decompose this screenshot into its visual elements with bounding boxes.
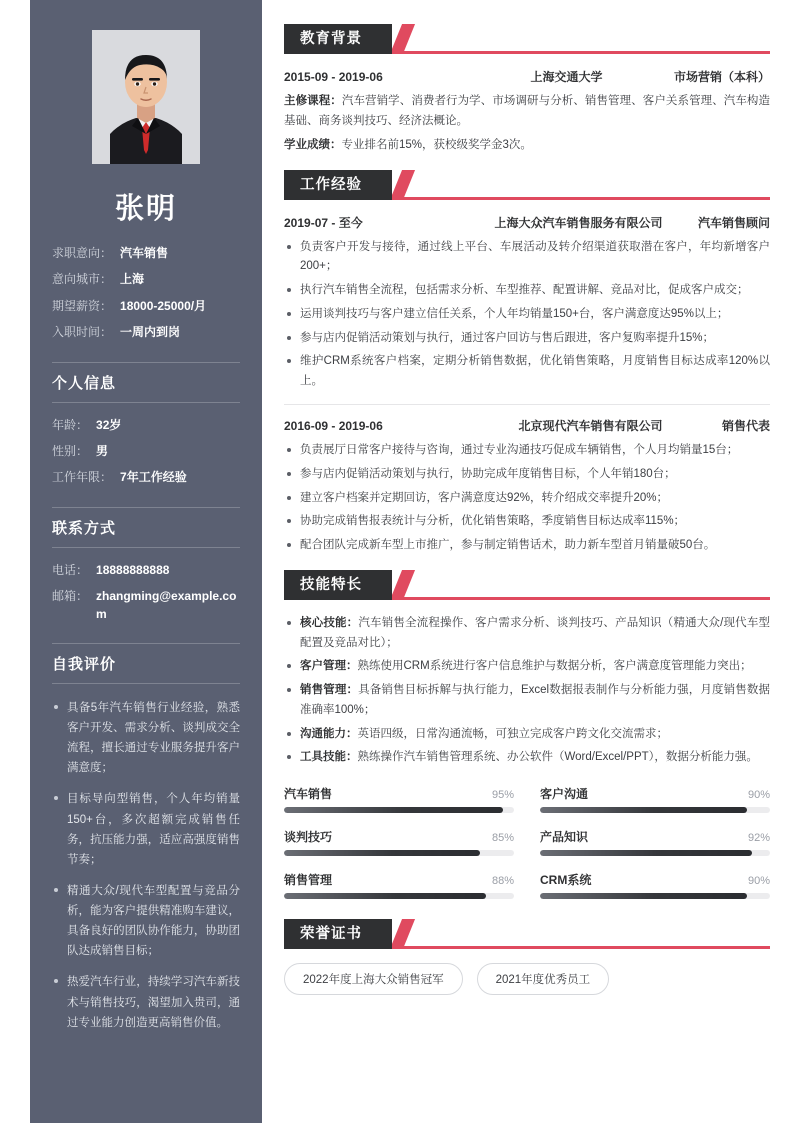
para-text: 汽车营销学、消费者行为学、市场调研与分析、销售管理、客户关系管理、汽车构造基础、商务谈判技巧、经济法概论。 bbox=[284, 95, 771, 127]
skill-bar-percent: 85% bbox=[491, 832, 514, 845]
self-evaluation-list bbox=[52, 698, 240, 1033]
section-education bbox=[284, 24, 770, 156]
honor-tag-list bbox=[284, 963, 770, 995]
contact-field-phone bbox=[52, 562, 240, 579]
page-title: 张明 bbox=[114, 193, 177, 225]
skill-bar-percent: 88% bbox=[491, 875, 514, 888]
profile-field-value: 18000-25000/月 bbox=[120, 298, 207, 313]
section-header-honors bbox=[284, 919, 770, 949]
bullet-icon bbox=[287, 496, 291, 500]
skill-bar bbox=[540, 780, 770, 819]
bullet-icon bbox=[54, 979, 58, 983]
work-bullet-list bbox=[284, 441, 770, 556]
skill-bar-header bbox=[284, 871, 514, 888]
list-item bbox=[284, 305, 770, 325]
bullet-icon bbox=[287, 664, 291, 668]
education-courses bbox=[284, 92, 770, 131]
skill-bar-track bbox=[284, 807, 514, 813]
skill-bar bbox=[540, 866, 770, 905]
personal-info-field bbox=[52, 417, 240, 434]
skill-bar-fill bbox=[540, 893, 747, 899]
list-item bbox=[284, 281, 770, 301]
skill-bar-header bbox=[284, 828, 514, 845]
sidebar-section-title: 个人信息 bbox=[52, 362, 240, 403]
main-content bbox=[262, 0, 770, 1123]
personal-info-field bbox=[52, 443, 240, 460]
list-item-text: 执行汽车销售全流程，包括需求分析、车型推荐、配置讲解、竞品对比，促成客户成交； bbox=[300, 284, 749, 297]
skill-bar bbox=[540, 823, 770, 862]
skill-bar-fill bbox=[284, 893, 486, 899]
skill-bar-name: 汽车销售 bbox=[284, 787, 333, 802]
profile-field-key: 意向城市： bbox=[52, 272, 113, 287]
list-item-text: 负责客户开发与接待，通过线上平台、车展活动及转介绍渠道获取潜在客户，年均新增客户200+； bbox=[300, 240, 770, 273]
skill-bar-header bbox=[540, 871, 770, 888]
skill-bar-track bbox=[284, 893, 514, 899]
section-title: 工作经验 bbox=[284, 170, 392, 200]
skill-bar-percent: 90% bbox=[747, 875, 770, 888]
page-right-margin bbox=[770, 0, 794, 1123]
para-label: 主修课程： bbox=[284, 95, 342, 107]
contact-value: zhangming@example.com bbox=[96, 589, 237, 621]
section-header-skills bbox=[284, 570, 770, 600]
bullet-icon bbox=[54, 888, 58, 892]
bullet-icon bbox=[54, 796, 58, 800]
skills-bullet-list bbox=[284, 614, 770, 768]
personal-info-value: 7年工作经验 bbox=[120, 470, 187, 485]
skill-bar-name: 产品知识 bbox=[540, 830, 589, 845]
list-item-text: 英语四级，日常沟通流畅，可独立完成客户跨文化交流需求； bbox=[357, 727, 668, 740]
skill-label: 客户管理： bbox=[300, 660, 358, 673]
list-item bbox=[284, 681, 770, 721]
profile-field-key: 求职意向： bbox=[52, 246, 113, 260]
skill-bar-header bbox=[540, 828, 770, 845]
skill-bar-track bbox=[284, 850, 514, 856]
personal-info-key: 工作年限： bbox=[52, 470, 113, 485]
section-title: 教育背景 bbox=[284, 24, 392, 54]
section-header-work bbox=[284, 170, 770, 200]
education-entry bbox=[284, 68, 770, 156]
entry-date: 2019-07 - 至今 bbox=[284, 215, 363, 230]
section-work-experience bbox=[284, 170, 770, 556]
skill-label: 核心技能： bbox=[300, 616, 359, 629]
list-item-text: 运用谈判技巧与客户建立信任关系，个人年均销量150+台，客户满意度达95%以上； bbox=[300, 307, 729, 320]
list-item bbox=[284, 748, 770, 768]
profile-field bbox=[52, 298, 240, 315]
bullet-icon bbox=[287, 755, 291, 759]
para-label: 学业成绩： bbox=[284, 139, 342, 152]
section-title: 荣誉证书 bbox=[284, 919, 392, 949]
skill-bar-name: 销售管理 bbox=[284, 873, 333, 888]
list-item bbox=[284, 329, 770, 349]
entry-header bbox=[284, 417, 770, 434]
section-title: 技能特长 bbox=[284, 570, 392, 600]
portrait-photo-icon bbox=[92, 30, 200, 164]
entry-role: 销售代表 bbox=[721, 419, 770, 433]
skill-bar-percent: 95% bbox=[491, 789, 514, 802]
entry-date: 2016-09 - 2019-06 bbox=[284, 419, 383, 433]
list-item bbox=[284, 489, 770, 509]
profile-field-value: 一周内到岗 bbox=[120, 325, 181, 340]
bullet-icon bbox=[287, 288, 291, 292]
bullet-icon bbox=[287, 245, 291, 249]
entry-header bbox=[284, 214, 770, 231]
personal-info-key: 年龄： bbox=[52, 417, 89, 432]
work-entry bbox=[284, 214, 770, 392]
contact-key: 邮箱： bbox=[52, 589, 89, 604]
skill-bar bbox=[284, 866, 514, 905]
skill-bar bbox=[284, 780, 514, 819]
entry-organization: 上海大众汽车销售服务有限公司 bbox=[494, 215, 663, 230]
contact-value: 18888888888 bbox=[96, 562, 170, 577]
work-entry bbox=[284, 417, 770, 556]
sidebar-section-title: 自我评价 bbox=[52, 643, 240, 684]
entry-date: 2015-09 - 2019-06 bbox=[284, 70, 383, 84]
personal-info-value: 32岁 bbox=[96, 417, 122, 432]
list-item-text: 目标导向型销售，个人年均销量150+台，多次超额完成销售任务，抗压能力强，适应高强度销售节奏； bbox=[67, 793, 240, 866]
list-item-text: 熟练操作汽车销售管理系统、办公软件（Word/Excel/PPT），数据分析能力强。 bbox=[357, 751, 758, 764]
list-item-text: 负责展厅日常客户接待与咨询，通过专业沟通技巧促成车辆销售，个人月均销量15台； bbox=[300, 444, 739, 456]
profile-field-key: 期望薪资： bbox=[52, 298, 113, 313]
skill-bar-track bbox=[540, 850, 770, 856]
entry-divider bbox=[284, 404, 770, 405]
sidebar-section-personal-info bbox=[52, 362, 240, 487]
skill-bar-fill bbox=[284, 850, 480, 856]
skill-label: 沟通能力： bbox=[300, 727, 358, 740]
skill-bar-track bbox=[540, 893, 770, 899]
list-item bbox=[52, 881, 240, 962]
list-item bbox=[52, 789, 240, 870]
skill-bar-fill bbox=[284, 807, 503, 813]
profile-field bbox=[52, 324, 240, 341]
skill-bar-percent: 92% bbox=[747, 832, 770, 845]
profile-field-value: 上海 bbox=[120, 272, 145, 287]
list-item-text: 协助完成销售报表统计与分析，优化销售策略，季度销售目标达成率115%； bbox=[300, 515, 686, 528]
entry-role: 汽车销售顾问 bbox=[697, 215, 770, 230]
skill-bar-header bbox=[284, 785, 514, 802]
bullet-icon bbox=[287, 732, 291, 736]
contact-field-email bbox=[52, 588, 240, 623]
sidebar-section-self-evaluation bbox=[52, 643, 240, 1033]
list-item bbox=[284, 465, 770, 485]
personal-info-field bbox=[52, 469, 240, 486]
skill-label: 销售管理： bbox=[300, 684, 359, 697]
page-left-margin bbox=[0, 0, 30, 1123]
entry-organization: 北京现代汽车销售有限公司 bbox=[518, 419, 663, 433]
para-text: 专业排名前15%，获校级奖学金3次。 bbox=[341, 139, 532, 152]
list-item-text: 精通大众/现代车型配置与竞品分析，能为客户提供精准购车建议，具备良好的团队协作能力，协助团队达成销售目标； bbox=[67, 884, 240, 958]
list-item-text: 具备5年汽车销售行业经验，熟悉客户开发、需求分析、谈判成交全流程，擅长通过专业服务提升客户满意度； bbox=[67, 701, 240, 775]
profile-field-value: 汽车销售 bbox=[120, 246, 169, 260]
skill-bar-track bbox=[540, 807, 770, 813]
list-item bbox=[284, 441, 770, 461]
bullet-icon bbox=[287, 621, 291, 625]
list-item-text: 参与店内促销活动策划与执行，协助完成年度销售目标，个人年销180台； bbox=[300, 467, 676, 480]
work-bullet-list bbox=[284, 238, 770, 392]
skill-bar-name: 客户沟通 bbox=[540, 787, 589, 802]
list-item-text: 热爱汽车行业，持续学习汽车新技术与销售技巧，渴望加入贵司，通过专业能力创造更高销售价值。 bbox=[67, 976, 240, 1029]
list-item bbox=[284, 657, 770, 677]
list-item bbox=[284, 614, 770, 654]
entry-role: 市场营销（本科） bbox=[673, 70, 770, 84]
honor-tag: 2021年度优秀员工 bbox=[477, 963, 610, 995]
skill-bar-fill bbox=[540, 807, 747, 813]
bullet-icon bbox=[287, 472, 291, 476]
list-item-text: 熟练使用CRM系统进行客户信息维护与数据分析，客户满意度管理能力突出； bbox=[357, 660, 752, 673]
skill-bar bbox=[284, 823, 514, 862]
section-header-education bbox=[284, 24, 770, 54]
job-intent-block bbox=[52, 245, 240, 342]
sidebar bbox=[30, 0, 262, 1123]
personal-info-key: 性别： bbox=[52, 443, 89, 458]
list-item bbox=[284, 725, 770, 745]
profile-field bbox=[52, 271, 240, 288]
list-item-text: 配合团队完成新车型上市推广，参与制定销售话术，助力新车型首月销量破50台。 bbox=[300, 539, 716, 552]
skill-bar-name: 谈判技巧 bbox=[284, 830, 333, 845]
list-item-text: 具备销售目标拆解与执行能力，Excel数据报表制作与分析能力强，月度销售数据准确率100%； bbox=[300, 684, 771, 716]
personal-info-value: 男 bbox=[96, 443, 109, 458]
list-item bbox=[284, 238, 770, 278]
skill-label: 工具技能： bbox=[300, 751, 358, 764]
skill-bar-header bbox=[540, 785, 770, 802]
list-item bbox=[284, 352, 770, 392]
list-item bbox=[52, 698, 240, 779]
contact-key: 电话： bbox=[52, 562, 89, 577]
entry-header bbox=[284, 68, 770, 85]
bullet-icon bbox=[54, 705, 58, 709]
skill-bar-grid bbox=[284, 780, 770, 905]
list-item-text: 汽车销售全流程操作、客户需求分析、谈判技巧、产品知识（精通大众/现代车型配置及竞品对比）； bbox=[300, 616, 770, 649]
list-item-text: 建立客户档案并定期回访，客户满意度达92%，转介绍成交率提升20%； bbox=[300, 491, 669, 504]
bullet-icon bbox=[287, 359, 291, 363]
education-grades bbox=[284, 136, 770, 156]
bullet-icon bbox=[287, 543, 291, 547]
section-skills bbox=[284, 570, 770, 905]
avatar bbox=[92, 30, 200, 164]
honor-tag: 2022年度上海大众销售冠军 bbox=[284, 963, 463, 995]
bullet-icon bbox=[287, 336, 291, 340]
sidebar-section-title: 联系方式 bbox=[52, 507, 240, 548]
bullet-icon bbox=[287, 448, 291, 452]
profile-field-key: 入职时间： bbox=[52, 325, 113, 340]
skill-bar-percent: 90% bbox=[747, 789, 770, 802]
list-item-text: 维护CRM系统客户档案，定期分析销售数据，优化销售策略，月度销售目标达成率120%以上。 bbox=[300, 355, 770, 388]
profile-field bbox=[52, 245, 240, 262]
skill-bar-fill bbox=[540, 850, 752, 856]
skill-bar-name: CRM系统 bbox=[540, 873, 592, 888]
list-item bbox=[52, 972, 240, 1032]
section-honors bbox=[284, 919, 770, 995]
bullet-icon bbox=[287, 519, 291, 523]
list-item bbox=[284, 512, 770, 532]
entry-organization: 上海交通大学 bbox=[530, 70, 603, 84]
list-item-text: 参与店内促销活动策划与执行，通过客户回访与售后跟进，客户复购率提升15%； bbox=[300, 331, 715, 344]
sidebar-section-contact bbox=[52, 507, 240, 623]
bullet-icon bbox=[287, 688, 291, 692]
list-item bbox=[284, 536, 770, 556]
bullet-icon bbox=[287, 312, 291, 316]
